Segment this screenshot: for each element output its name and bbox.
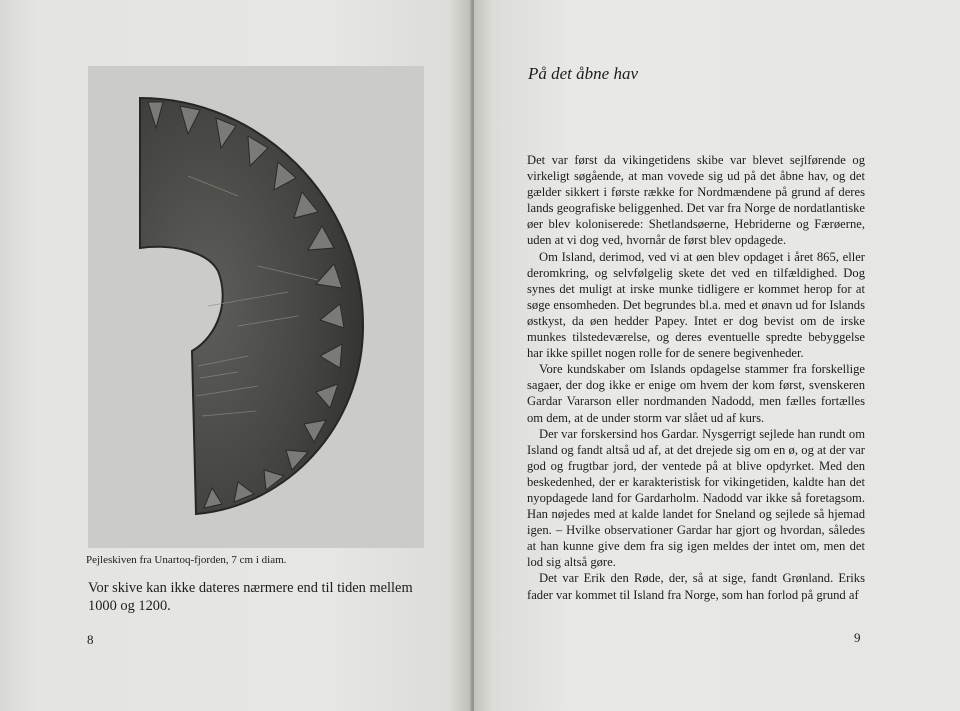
page-number-left: 8: [87, 632, 94, 647]
paragraph: Vore kundskaber om Islands opdagelse stammer fra forskellige sagaer, der dog ikke er enige om hvem der kom først, svenskeren Gardar Vararson eller nordmanden Nadodd, men fælles fortælles om dem, at de under storm var slået ud af kurs.: [527, 362, 865, 425]
bearing-dial-photo: [88, 66, 424, 548]
chapter-heading: På det åbne hav: [528, 64, 638, 83]
photo-caption: Pejleskiven fra Unartoq-fjorden, 7 cm i diam.: [86, 554, 287, 566]
dating-note: Vor skive kan ikke dateres nærmere end til tiden mellem 1000 og 1200.: [88, 580, 413, 614]
paragraph: Om Island, derimod, ved vi at øen blev opdaget i året 865, eller deromkring, og selvfølgelig skete det ved en tilfældighed. Dog synes det muligt at irske munke tidligere er kommet herop for at søge ensomheden. Det begrundes bl.a. med et ønavn ud for Islands østkyst, da øen hedder Papey. Intet er dog bevist om de irske munkes tilstedeværelse, og deres eventuelle spredte bebyggelse har ikke spillet nogen rolle for de senere begivenheder.: [527, 249, 865, 361]
left-page: [0, 0, 472, 711]
page-number-right: 9: [854, 630, 861, 645]
paragraph: Det var Erik den Røde, der, så at sige, fandt Grønland. Eriks fader var kommet til Island fra Norge, som han forlod på grund af: [527, 571, 865, 602]
paragraph: Det var først da vikingetidens skibe var blevet sejlførende og virkeligt søgående, at man vovede sig ud på det åbne hav, og det gælder sikkert i første række for Nordmændene på grund af deres lands geografiske beliggenhed. Det var fra Norge de nordatlantiske øer blev koloniserede: Shetlandsøerne, Hebriderne og Færøerne, uden at vi dog ved, hvornår de først blev opdagede.: [527, 153, 865, 248]
chapter-body: [527, 152, 865, 603]
paragraph: Der var forskersind hos Gardar. Nysgerrigt sejlede han rundt om Island og fandt altså ud af, at det drejede sig om en ø, og at der var god og frugtbar jord, der ventede på at blive opdyrket. Med den beskedenhed, der er karakteristisk for vikingetiden, kaldte han det nyopdagede land for Gardarholm. Nadodd var ikke så foretagsom. Han nøjedes med at kalde landet for Sneland og sejlede så hjemad igen. – Hvilke observationer Gardar har gjort og hvordan, således at han kunne give dem fra sig igen meldes der intet om, men det lod sig altså gøre.: [527, 426, 865, 570]
